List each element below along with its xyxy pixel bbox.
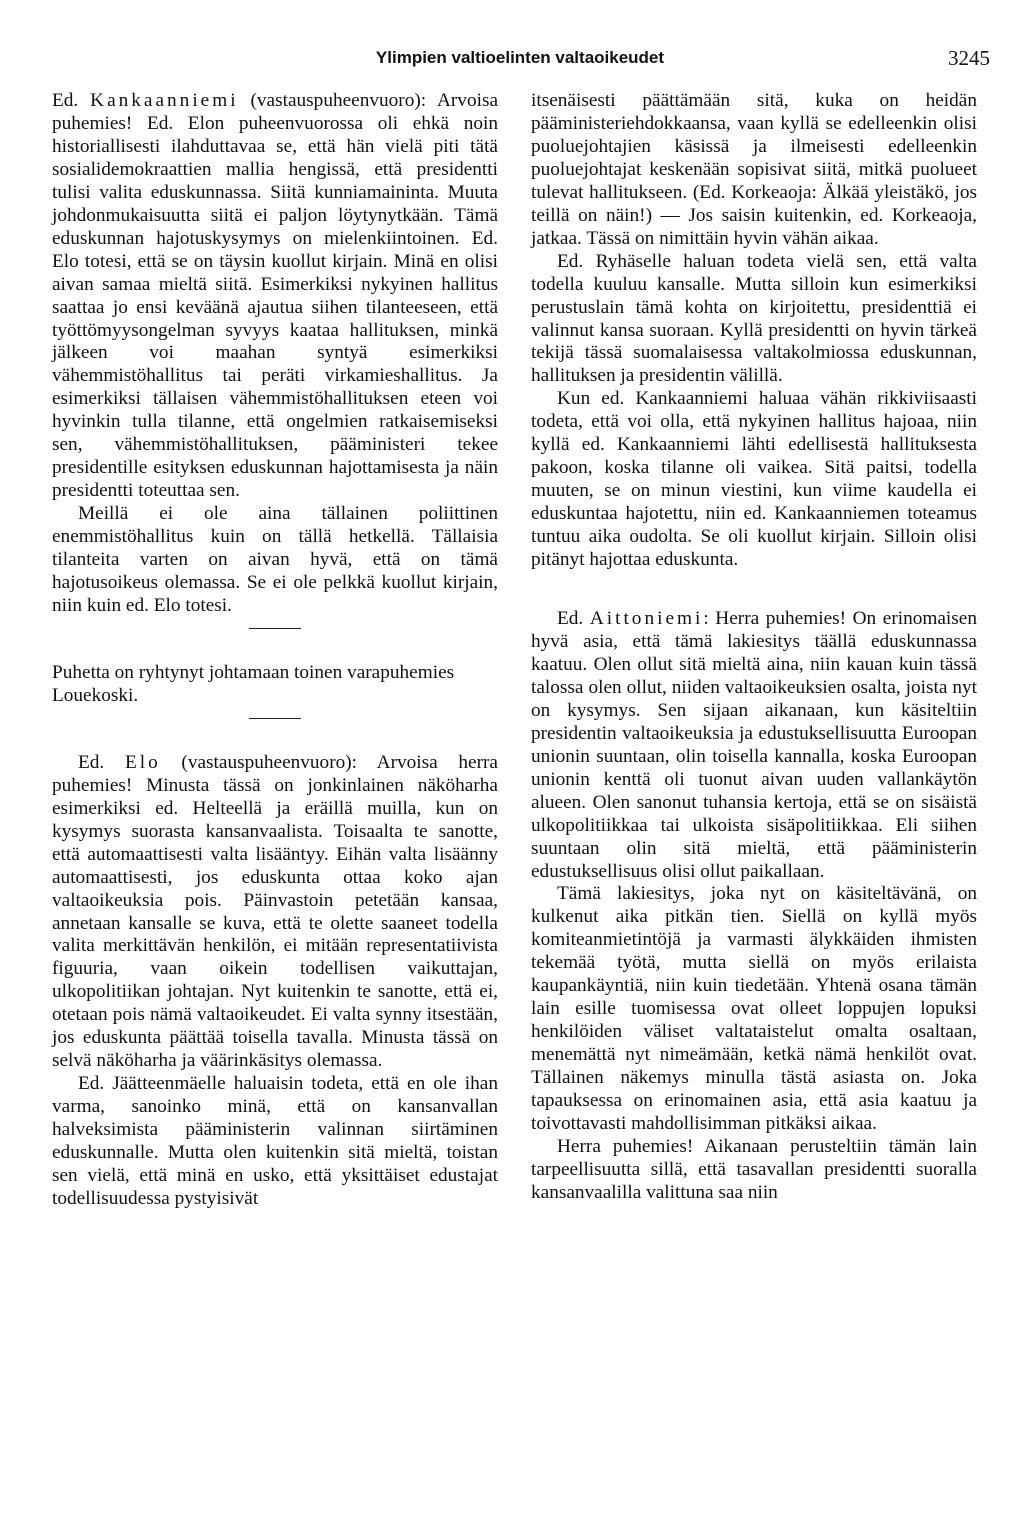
speech-prefix: Ed. (78, 751, 125, 773)
left-column (52, 90, 498, 1211)
speech-prefix: Ed. (52, 90, 91, 111)
speech-paragraph: Ed. Ryhäselle haluan todeta vielä sen, että valta todella kuuluu kansalle. Mutta silloin kun esimerkiksi perustuslain tämä kohta on kirjoitettu, presidenttiä ei valinnut kansa suoraan. Kyllä presidentti on hyvin tärkeä tekijä tässä suomalaisessa valtakolmiossa eduskunnan, hallituksen ja presidentin välillä. (531, 250, 977, 387)
section-divider (249, 628, 301, 629)
speech-paragraph: Tämä lakiesitys, joka nyt on käsiteltävänä, on kulkenut aika pitkän tien. Siellä on kyllä myös komiteanmietintöjä ja varmasti älykkäiden ihmisten tekemää työtä, mutta siellä on myös erilaista kaupankäyntiä, niin kuin tiedetään. Yhtenä osana tämän lain esille tuomisessa ovat olleet loppujen lopuksi henkilöiden väliset valtataistelut omalta osaltaan, menemättä nyt nimeämään, ketkä nämä henkilöt ovat. Tällainen näkemys minulla tästä asiasta on. Joka tapauksessa on erinomainen asia, että asia kaatuu ja toivottavasti mahdollisimman pitkäksi aikaa. (531, 883, 977, 1134)
speech-aittoniemi (531, 608, 977, 883)
speech-prefix: Ed. (557, 608, 590, 630)
speech-text: : Herra puhemies! On erinomaisen hyvä asia, että tämä lakiesitys täällä eduskunnassa kaatuu. Olen ollut sitä mieltä aina, niin kauan kuin tässä talossa olen ollut, niiden valtaoikeuksien osalta, joista nyt on kysymys. Sen sijaan aikanaan, kun käsiteltiin presidentin valtaoikeuksia ja edustuksellisuutta Euroopan unionin suuntaan, olin toisella kannalla, koska Euroopan unionin kenttä oli tuonut aivan uuden vallankäytön alueen. Olen sanonut tuhansia kertoja, että se on sisäistä ulkopolitiikkaa tai ulkoista sisäpolitiikkaa. Eli siihen suuntaan olin sitä mieltä, että pääministerin edustuksellisuus olisi ollut paikallaan. (531, 608, 977, 882)
page-number: 3245 (948, 46, 990, 70)
speech-text: (vastauspuheenvuoro): Arvoisa puhemies! Ed. Elon puheenvuorossa oli ehkä noin historiallisesti ilahduttavaa se, että hän vielä piti tätä sosialidemokraattien mallia hengissä, että presidentti tulisi valita eduskunnassa. Siitä kunniamaininta. Muuta johdonmukaisuutta siitä ei paljon löytynytkään. Tämä eduskunnan hajotuskysymys on mielenkiintoinen. Ed. Elo totesi, että se on täysin kuollut kirjain. Minä en olisi aivan samaa mieltä siitä. Esimerkiksi nykyinen hallitus saattaa jo ensi keväänä ajautua siihen tilanteeseen, että työttömyysongelman syvyys kaataa hallituksen, minkä jälkeen voi maahan syntyä esimerkiksi vähemmistöhallitus tai peräti virkamieshallitus. Ja esimerkiksi tällaisen vähemmistöhallituksen eteen voi hyvinkin tulla tilanne, että ongelmien ratkaisemiseksi sen, vähemmistöhallituksen, pääministeri tekee presidentille esityksen eduskunnan hajottamisesta ja näin presidentti toteuttaa sen. (52, 90, 499, 502)
right-column (531, 90, 977, 1205)
speech-kankaanniemi (52, 90, 498, 503)
speech-paragraph: Herra puhemies! Aikanaan perusteltiin tämän lain tarpeellisuutta sillä, että tasavallan presidentti suoralla kansanvaalilla valittuna saa niin (531, 1135, 977, 1203)
page-title: Ylimpien valtioelinten valtaoikeudet (375, 48, 665, 67)
speech-elo (52, 752, 498, 1073)
speech-text: (vastauspuheenvuoro): Arvoisa herra puhemies! Minusta tässä on jonkinlainen näköharha esimerkiksi ed. Helteellä ja eräillä muilla, kun on kysymys suorasta kansanvaalista. Toisaalta te sanotte, että automaattisesti valta lisääntyy. Eihän valta lisäänny automaattisesti, jos eduskunta ottaa koko ajan valtaoikeuksia pois. Päinvastoin petetään kansaa, annetaan kansalle se kuva, että te olette saaneet todella valita merkittävän henkilön, ei mitään representatiivista figuuria, vaan oikein todellisen vaikuttajan, ulkopolitiikan johtajan. Nyt kuitenkin te sanotte, että ei, otetaan pois nämä valtaoikeudet. Ei valta synny itsestään, jos eduskunta päättää toisella tavalla. Minusta tässä on selvä näköharha ja väärinkäsitys olemassa. (52, 751, 498, 1072)
speech-paragraph: itsenäisesti päättämään sitä, kuka on heidän pääministeriehdokkaansa, vaan kyllä se edelleenkin olisi puoluejohtajien käsissä ja ilmeisesti edelleenkin puoluejohtajat keskenään sopisivat siitä, mitkä puolueet tulevat hallitukseen. (Ed. Korkeaoja: Älkää yleistäkö, jos teillä on näin!) — Jos saisin kuitenkin, ed. Korkeaoja, jatkaa. Tässä on nimittäin hyvin vähän aikaa. (531, 90, 977, 249)
speech-paragraph: Ed. Jäätteenmäelle haluaisin todeta, että en ole ihan varma, sanoinko minä, että on kansanvallan halveksimista pääministerin valinnan siirtäminen eduskunnalle. Mutta olen kuitenkin sitä mieltä, toistan sen vielä, että minä en usko, että yksittäiset edustajat todellisuudessa pystyisivät (52, 1073, 498, 1209)
section-divider (249, 718, 301, 719)
speaker-name: Aittoniemi (589, 608, 704, 630)
speaker-name: Elo (124, 751, 161, 773)
speech-paragraph: Meillä ei ole aina tällainen poliittinen enemmistöhallitus kuin on tällä hetkellä. Tällaisia tilanteita varten on aivan hyvä, että on tämä hajotusoikeus olemassa. Se ei ole pelkkä kuollut kirjain, niin kuin ed. Elo totesi. (52, 503, 498, 616)
speaker-name: Kankaanniemi (90, 90, 239, 111)
chair-notice: Puhetta on ryhtynyt johtamaan toinen varapuhemies Louekoski. (52, 661, 455, 706)
speech-paragraph: Kun ed. Kankaanniemi haluaa vähän rikkiviisaasti todeta, että voi olla, että nykyinen hallitus hajoaa, niin kyllä ed. Kankaanniemi lähti edellisestä hallituksesta pakoon, koska tilanne oli vaikea. Sitä paitsi, todella muuten, se on minun viestini, kun viime kaudella ei eduskuntaa hajotettu, niin ed. Kankaanniemen toteamus tuntuu aika oudolta. Se oli kuollut kirjain. Silloin olisi pitänyt hajottaa eduskunta. (531, 388, 977, 571)
